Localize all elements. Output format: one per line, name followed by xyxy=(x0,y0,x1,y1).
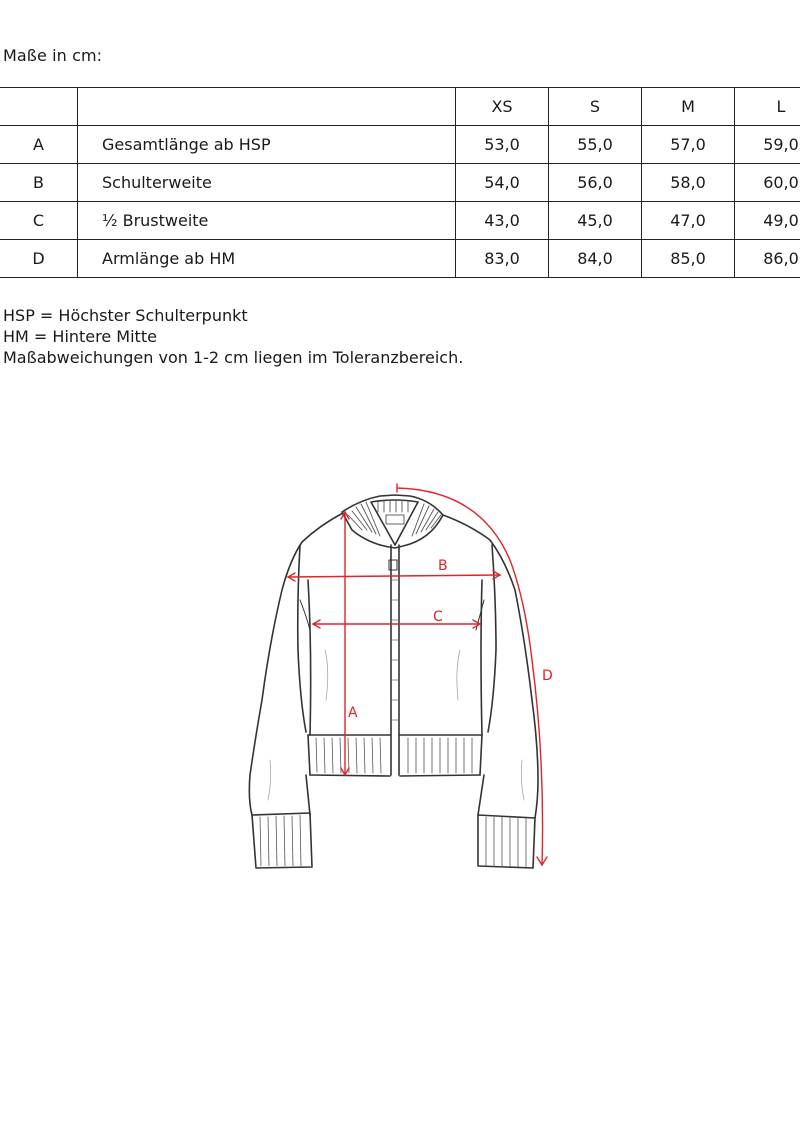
cell-m: 57,0 xyxy=(642,126,735,164)
cell-xs: 43,0 xyxy=(456,202,549,240)
note-tolerance: Maßabweichungen von 1-2 cm liegen im Toleranzbereich. xyxy=(3,348,464,367)
cell-l: 60,0 xyxy=(735,164,800,202)
measure-c-line xyxy=(313,620,480,628)
note-hsp: HSP = Höchster Schulterpunkt xyxy=(3,306,248,325)
note-hm: HM = Hintere Mitte xyxy=(3,327,157,346)
table-row xyxy=(0,164,800,202)
cell-m: 85,0 xyxy=(642,240,735,278)
notes xyxy=(3,305,463,368)
row-label: ½ Brustweite xyxy=(78,202,456,240)
row-key: C xyxy=(0,202,78,240)
cell-m: 47,0 xyxy=(642,202,735,240)
size-table xyxy=(0,87,800,278)
measure-d-line xyxy=(397,484,547,865)
label-b: B xyxy=(438,558,448,574)
header-cell-xs: XS xyxy=(456,88,549,126)
row-key: D xyxy=(0,240,78,278)
table-row xyxy=(0,202,800,240)
table-row xyxy=(0,126,800,164)
cell-xs: 53,0 xyxy=(456,126,549,164)
page-title: Maße in cm: xyxy=(3,46,103,65)
label-c: C xyxy=(433,609,443,625)
measurement-labels xyxy=(348,558,553,721)
measure-b-line xyxy=(288,571,500,581)
header-cell-s: S xyxy=(549,88,642,126)
row-label: Gesamtlänge ab HSP xyxy=(78,126,456,164)
cell-s: 56,0 xyxy=(549,164,642,202)
row-key: A xyxy=(0,126,78,164)
cell-l: 59,0 xyxy=(735,126,800,164)
header-cell-l: L xyxy=(735,88,800,126)
header-cell-key xyxy=(0,88,78,126)
jacket-outline xyxy=(249,495,538,868)
cell-l: 49,0 xyxy=(735,202,800,240)
table-row xyxy=(0,240,800,278)
cell-xs: 54,0 xyxy=(456,164,549,202)
cell-s: 84,0 xyxy=(549,240,642,278)
table-header-row xyxy=(0,88,800,126)
cell-s: 45,0 xyxy=(549,202,642,240)
row-label: Schulterweite xyxy=(78,164,456,202)
label-a: A xyxy=(348,705,358,721)
cell-m: 58,0 xyxy=(642,164,735,202)
header-cell-label xyxy=(78,88,456,126)
label-d: D xyxy=(542,668,553,684)
cell-l: 86,0 xyxy=(735,240,800,278)
jacket-illustration xyxy=(0,470,800,890)
cell-s: 55,0 xyxy=(549,126,642,164)
cell-xs: 83,0 xyxy=(456,240,549,278)
row-label: Armlänge ab HM xyxy=(78,240,456,278)
header-cell-m: M xyxy=(642,88,735,126)
row-key: B xyxy=(0,164,78,202)
